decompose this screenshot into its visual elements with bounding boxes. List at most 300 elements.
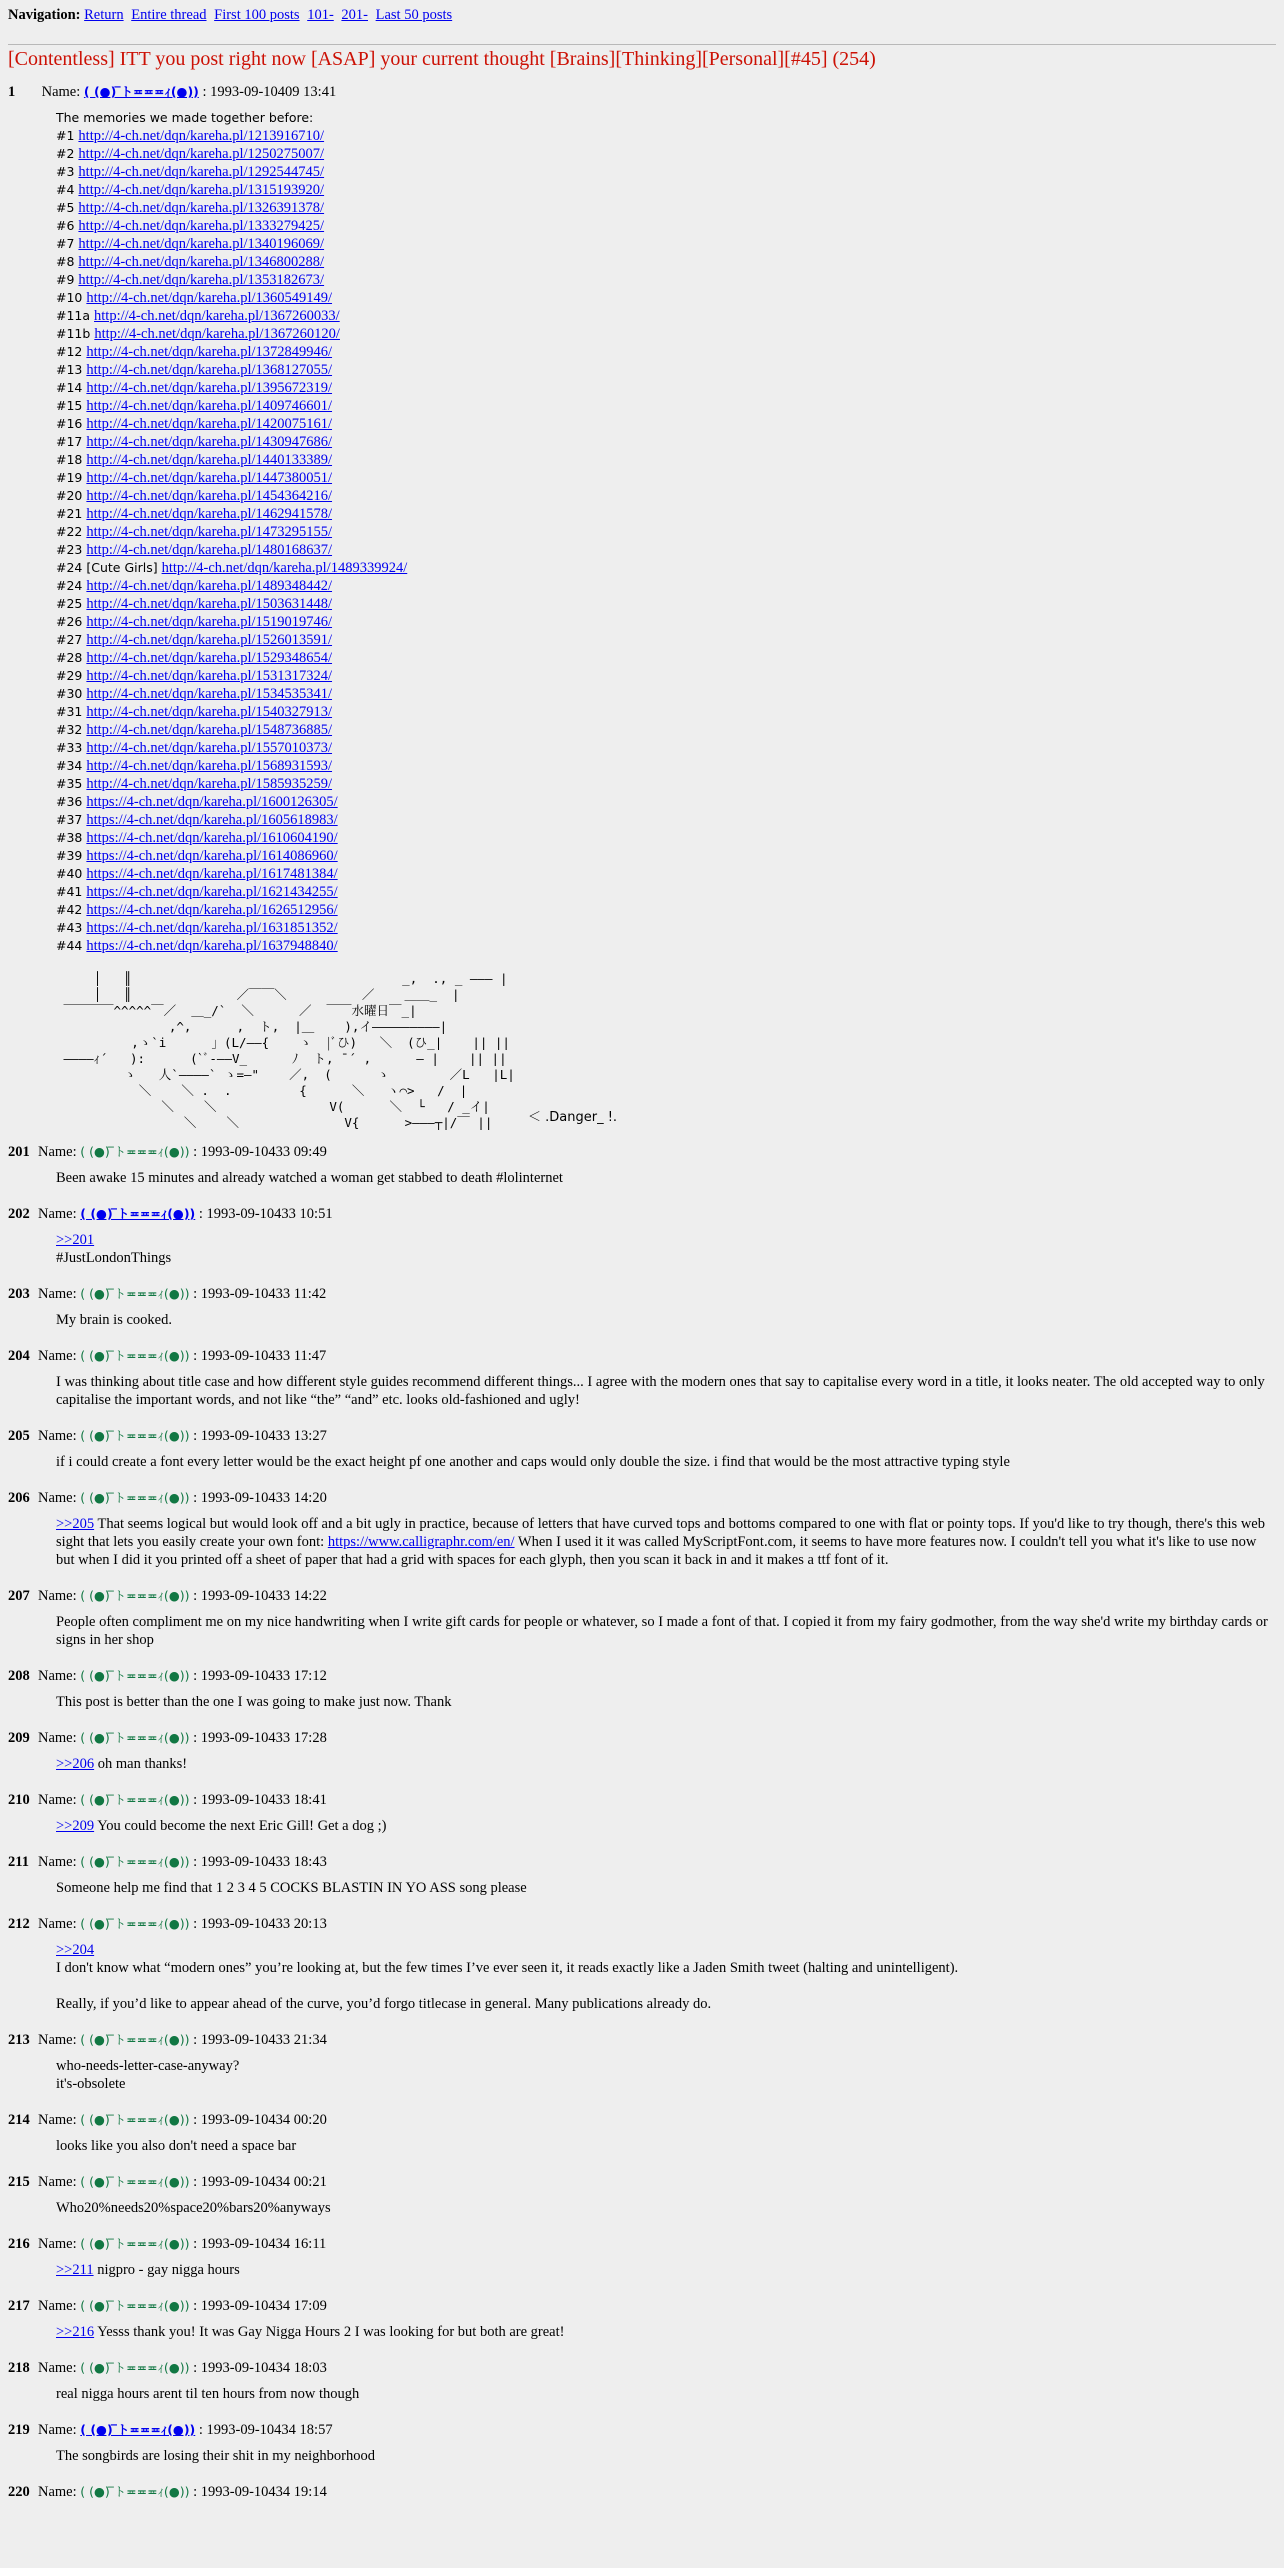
post-header bbox=[8, 2031, 1276, 2049]
memory-label: #30 bbox=[56, 686, 83, 701]
memory-item bbox=[56, 271, 1276, 289]
memory-label: #4 bbox=[56, 182, 75, 197]
post-text: People often compliment me on my nice handwriting when I write gift cards for people or whatever, so I made a font of that. I copied it from my fairy godmother, from the way she'd write my birthday cards or signs in her shop bbox=[56, 1614, 1268, 1648]
nav-link[interactable]: 201- bbox=[341, 7, 368, 23]
memory-label: #2 bbox=[56, 146, 75, 161]
post-text: The songbirds are losing their shit in my neighborhood bbox=[56, 2448, 375, 2464]
poster-name: ( (●) ̅ト≖≖≖ｨ(●)) bbox=[80, 2032, 190, 2047]
post-number[interactable]: 220 bbox=[8, 2484, 30, 2500]
reply-post bbox=[8, 1347, 1276, 1409]
ascii-art-block bbox=[8, 971, 1276, 1131]
poster-name: ( (●) ̅ト≖≖≖ｨ(●)) bbox=[80, 1490, 190, 1505]
memory-link[interactable]: http://4-ch.net/dqn/kareha.pl/1440133389/ bbox=[86, 452, 333, 468]
memory-label: #20 bbox=[56, 488, 83, 503]
post-body bbox=[56, 1941, 1276, 2013]
poster-name: ( (●) ̅ト≖≖≖ｨ(●)) bbox=[80, 1286, 190, 1301]
reply-post bbox=[8, 1587, 1276, 1649]
post-body bbox=[56, 2447, 1276, 2465]
post-number[interactable]: 203 bbox=[8, 1286, 30, 1302]
post-header bbox=[8, 1489, 1276, 1507]
memory-link[interactable]: http://4-ch.net/dqn/kareha.pl/1548736885/ bbox=[86, 722, 333, 738]
memory-label: #25 bbox=[56, 596, 83, 611]
post-date: : 1993-09-10433 20:13 bbox=[193, 1916, 327, 1932]
memory-link[interactable]: https://4-ch.net/dqn/kareha.pl/1621434255/ bbox=[86, 884, 338, 900]
ascii-art: │ ║ _, ., _ ――― | │ ║ ／￣￣＼ ／ ＿＿_ | ￣￣￣￣^^^^^￣／ ＿_/` ＼ ／ ￣￣水曜日￣_| ,^, , ト, |＿ ),イ―――――――――| ,ゝ`i 」(L/――{ ゝ |ﾞひ) ＼ (ひ_| || || ――――ｨ´ ): (`ﾞ-――V_ ﾉ ト, ¯´ , ― | || || ゝ 人`――――` ゝ=―" ／, ( ゝ ／L |L| ＼ ＼ . . { ＼ ヽ⌒> / | ＼ ＼ V( ＼ └ / _イ| ＼ ＼ V{ >―――┬|/￣ || bbox=[63, 971, 515, 1130]
name-label: Name: bbox=[41, 84, 81, 100]
post-header bbox=[8, 2483, 1276, 2501]
post-date: : 1993-09-10433 09:49 bbox=[193, 1144, 327, 1160]
memory-label: #39 bbox=[56, 848, 83, 863]
memory-item bbox=[56, 793, 1276, 811]
memory-link[interactable]: http://4-ch.net/dqn/kareha.pl/1372849946/ bbox=[86, 344, 333, 360]
memory-item bbox=[56, 901, 1276, 919]
memory-link[interactable]: https://4-ch.net/dqn/kareha.pl/1637948840/ bbox=[86, 938, 338, 954]
memory-link[interactable]: https://4-ch.net/dqn/kareha.pl/1605618983/ bbox=[86, 812, 338, 828]
memory-link[interactable]: https://4-ch.net/dqn/kareha.pl/1617481384/ bbox=[86, 866, 338, 882]
memory-link[interactable]: http://4-ch.net/dqn/kareha.pl/1526013591/ bbox=[86, 632, 333, 648]
memory-label: #34 bbox=[56, 758, 83, 773]
reply-post bbox=[8, 1915, 1276, 2013]
reply-post bbox=[8, 1729, 1276, 1773]
memory-item bbox=[56, 775, 1276, 793]
post-header bbox=[8, 2235, 1276, 2253]
memory-link[interactable]: http://4-ch.net/dqn/kareha.pl/1333279425/ bbox=[78, 218, 325, 234]
memory-label: #8 bbox=[56, 254, 75, 269]
memory-link[interactable]: http://4-ch.net/dqn/kareha.pl/1480168637/ bbox=[86, 542, 333, 558]
post-header bbox=[8, 1791, 1276, 1809]
reply-post bbox=[8, 1667, 1276, 1711]
memory-link[interactable]: http://4-ch.net/dqn/kareha.pl/1489339924/ bbox=[161, 560, 408, 576]
quote-link[interactable]: >>216 bbox=[56, 2324, 95, 2340]
memory-item bbox=[56, 721, 1276, 739]
reply-post bbox=[8, 2297, 1276, 2341]
post-date: : 1993-09-10433 11:42 bbox=[193, 1286, 327, 1302]
post-number[interactable]: 215 bbox=[8, 2174, 30, 2190]
memory-label: #40 bbox=[56, 866, 83, 881]
memory-label: #21 bbox=[56, 506, 83, 521]
reply-post bbox=[8, 1143, 1276, 1187]
poster-name: ( (●) ̅ト≖≖≖ｨ(●)) bbox=[80, 2112, 190, 2127]
memory-item bbox=[56, 379, 1276, 397]
post-body bbox=[56, 1169, 1276, 1187]
paragraph-gap bbox=[56, 1977, 1276, 1995]
memories-list bbox=[56, 127, 1276, 955]
post-number[interactable]: 207 bbox=[8, 1588, 30, 1604]
name-label: Name: bbox=[38, 1428, 77, 1444]
memory-label: #28 bbox=[56, 650, 83, 665]
memory-link[interactable]: http://4-ch.net/dqn/kareha.pl/1367260033/ bbox=[94, 308, 340, 324]
memory-link[interactable]: http://4-ch.net/dqn/kareha.pl/1454364216/ bbox=[86, 488, 333, 504]
post-body bbox=[56, 1515, 1276, 1569]
reply-post bbox=[8, 1853, 1276, 1897]
post-number[interactable]: 206 bbox=[8, 1490, 30, 1506]
memory-label: #18 bbox=[56, 452, 83, 467]
name-label: Name: bbox=[38, 1854, 77, 1870]
post-text: looks like you also don't need a space bar bbox=[56, 2138, 297, 2154]
poster-name: ( (●) ̅ト≖≖≖ｨ(●)) bbox=[80, 2174, 190, 2189]
name-label: Name: bbox=[38, 1792, 77, 1808]
post-text: Been awake 15 minutes and already watched a woman get stabbed to death #lolinternet bbox=[56, 1170, 563, 1186]
quote-link[interactable]: >>206 bbox=[56, 1756, 95, 1772]
post-number[interactable]: 1 bbox=[8, 84, 16, 100]
name-label: Name: bbox=[38, 1916, 77, 1932]
post-text: Someone help me find that 1 2 3 4 5 COCKS BLASTIN IN YO ASS song please bbox=[56, 1880, 527, 1896]
memory-item bbox=[56, 217, 1276, 235]
memory-item bbox=[56, 415, 1276, 433]
quote-link[interactable]: >>211 bbox=[56, 2262, 94, 2278]
memory-item bbox=[56, 631, 1276, 649]
post-text: Yesss thank you! It was Gay Nigga Hours 2 I was looking for but both are great! bbox=[94, 2324, 565, 2340]
post-text: My brain is cooked. bbox=[56, 1312, 172, 1328]
post-date: : 1993-09-10433 14:20 bbox=[193, 1490, 327, 1506]
memory-label: #29 bbox=[56, 668, 83, 683]
memory-link[interactable]: http://4-ch.net/dqn/kareha.pl/1447380051/ bbox=[86, 470, 333, 486]
memory-item bbox=[56, 307, 1276, 325]
memory-item bbox=[56, 235, 1276, 253]
post-header bbox=[8, 1853, 1276, 1871]
post-number[interactable]: 202 bbox=[8, 1206, 30, 1222]
nav-link[interactable]: 101- bbox=[307, 7, 334, 23]
post-date: : 1993-09-10433 21:34 bbox=[193, 2032, 327, 2048]
post-text: real nigga hours arent til ten hours from now though bbox=[56, 2386, 360, 2402]
post-number[interactable]: 219 bbox=[8, 2422, 30, 2438]
poster-name: ( (●) ̅ト≖≖≖ｨ(●)) bbox=[80, 1916, 190, 1931]
memory-label: #24 bbox=[56, 578, 83, 593]
quote-link[interactable]: >>201 bbox=[56, 1232, 95, 1248]
memory-item bbox=[56, 145, 1276, 163]
post-body bbox=[56, 2057, 1276, 2093]
reply-post bbox=[8, 1285, 1276, 1329]
poster-name: ( (●) ̅ト≖≖≖ｨ(●)) bbox=[80, 2484, 190, 2499]
reply-post bbox=[8, 2235, 1276, 2279]
name-label: Name: bbox=[38, 2032, 77, 2048]
post-header bbox=[8, 1667, 1276, 1685]
memory-label: #5 bbox=[56, 200, 75, 215]
post-text: I was thinking about title case and how different style guides recommend different things... I agree with the modern ones that say to capitalise every word in a title, it looks neater. The old accepted way to only capitalise the important words, and not like “the” “and” etc. looks old-fashioned and ugly! bbox=[56, 1374, 1265, 1408]
post-header bbox=[8, 2111, 1276, 2129]
divider bbox=[8, 44, 1276, 45]
post-header bbox=[8, 2173, 1276, 2191]
post-date: : 1993-09-10434 17:09 bbox=[193, 2298, 327, 2314]
post-number[interactable]: 210 bbox=[8, 1792, 30, 1808]
post-body bbox=[56, 2261, 1276, 2279]
post-header bbox=[8, 1427, 1276, 1445]
post-header bbox=[8, 1347, 1276, 1365]
memory-item bbox=[56, 667, 1276, 685]
name-label: Name: bbox=[38, 2422, 77, 2438]
reply-post bbox=[8, 2173, 1276, 2217]
memory-item bbox=[56, 343, 1276, 361]
nav-link[interactable]: Return bbox=[84, 7, 124, 23]
name-label: Name: bbox=[38, 2298, 77, 2314]
poster-name: ( (●) ̅ト≖≖≖ｨ(●)) bbox=[80, 1348, 190, 1363]
memory-link[interactable]: http://4-ch.net/dqn/kareha.pl/1340196069/ bbox=[78, 236, 325, 252]
post-date: : 1993-09-10409 13:41 bbox=[202, 84, 337, 100]
memory-link[interactable]: http://4-ch.net/dqn/kareha.pl/1557010373/ bbox=[86, 740, 333, 756]
poster-name: ( (●) ̅ト≖≖≖ｨ(●)) bbox=[80, 1588, 190, 1603]
reply-post bbox=[8, 2483, 1276, 2501]
memory-label: #24 [Cute Girls] bbox=[56, 560, 158, 575]
post-number[interactable]: 218 bbox=[8, 2360, 30, 2376]
post-number[interactable]: 208 bbox=[8, 1668, 30, 1684]
memory-link[interactable]: http://4-ch.net/dqn/kareha.pl/1420075161/ bbox=[86, 416, 333, 432]
memory-item bbox=[56, 541, 1276, 559]
nav-link[interactable]: Last 50 posts bbox=[375, 7, 453, 23]
reply-post bbox=[8, 1427, 1276, 1471]
memory-item bbox=[56, 739, 1276, 757]
quote-link[interactable]: >>205 bbox=[56, 1516, 95, 1532]
post-date: : 1993-09-10434 00:20 bbox=[193, 2112, 327, 2128]
memory-label: #32 bbox=[56, 722, 83, 737]
post-text: This post is better than the one I was going to make just now. Thank bbox=[56, 1694, 452, 1710]
memory-label: #36 bbox=[56, 794, 83, 809]
poster-name: ( (●) ̅ト≖≖≖ｨ(●)) bbox=[80, 1668, 190, 1683]
memory-label: #26 bbox=[56, 614, 83, 629]
memory-link[interactable]: http://4-ch.net/dqn/kareha.pl/1568931593/ bbox=[86, 758, 333, 774]
post-text: nigpro - gay nigga hours bbox=[93, 2262, 240, 2278]
memory-item bbox=[56, 811, 1276, 829]
memory-item bbox=[56, 127, 1276, 145]
memory-item bbox=[56, 433, 1276, 451]
reply-post bbox=[8, 1791, 1276, 1835]
post-text: #JustLondonThings bbox=[56, 1250, 172, 1266]
navigation-bar bbox=[8, 6, 1276, 24]
memory-label: #35 bbox=[56, 776, 83, 791]
poster-name: ( (●) ̅ト≖≖≖ｨ(●)) bbox=[80, 2360, 190, 2375]
post-text: That seems logical but would look off and a bit ugly in practice, because of letters that have curved tops and bottoms compared to one with flat or pointy tops. If you'd like to try though, there's this web sight that lets you easily create your own font: bbox=[56, 1516, 1265, 1550]
post-text: I don't know what “modern ones” you’re looking at, but the few times I’ve ever seen it, it reads exactly like a Jaden Smith tweet (halting and unintelligent). bbox=[56, 1960, 959, 1976]
memory-link[interactable]: http://4-ch.net/dqn/kareha.pl/1367260120/ bbox=[94, 326, 340, 342]
memory-label: #17 bbox=[56, 434, 83, 449]
memory-label: #31 bbox=[56, 704, 83, 719]
name-label: Name: bbox=[38, 1348, 77, 1364]
memory-label: #11b bbox=[56, 326, 91, 341]
post-number[interactable]: 212 bbox=[8, 1916, 30, 1932]
poster-name: ( (●) ̅ト≖≖≖ｨ(●)) bbox=[80, 1792, 190, 1807]
poster-name[interactable]: ( (●) ̅ト≖≖≖ｨ(●)) bbox=[80, 1206, 196, 1221]
external-link[interactable]: https://www.calligraphr.com/en/ bbox=[327, 1534, 515, 1550]
memory-item bbox=[56, 703, 1276, 721]
memory-link[interactable]: http://4-ch.net/dqn/kareha.pl/1292544745/ bbox=[78, 164, 325, 180]
memory-label: #7 bbox=[56, 236, 75, 251]
memory-item bbox=[56, 829, 1276, 847]
post-header bbox=[8, 1205, 1276, 1223]
memory-link[interactable]: http://4-ch.net/dqn/kareha.pl/1360549149/ bbox=[86, 290, 333, 306]
post-header bbox=[8, 1587, 1276, 1605]
memory-item bbox=[56, 451, 1276, 469]
post-date: : 1993-09-10433 18:43 bbox=[193, 1854, 327, 1870]
memory-link[interactable]: http://4-ch.net/dqn/kareha.pl/1529348654/ bbox=[86, 650, 333, 666]
name-label: Name: bbox=[38, 1588, 77, 1604]
memory-link[interactable]: http://4-ch.net/dqn/kareha.pl/1462941578/ bbox=[86, 506, 333, 522]
memory-link[interactable]: http://4-ch.net/dqn/kareha.pl/1213916710/ bbox=[78, 128, 325, 144]
post-number[interactable]: 209 bbox=[8, 1730, 30, 1746]
post-text: You could become the next Eric Gill! Get a dog ;) bbox=[94, 1818, 387, 1834]
op-body bbox=[56, 109, 1276, 955]
post-date: : 1993-09-10434 18:57 bbox=[198, 2422, 333, 2438]
poster-name[interactable]: ( (●) ̅ト≖≖≖ｨ(●)) bbox=[80, 2422, 196, 2437]
post-header bbox=[8, 1915, 1276, 1933]
memory-label: #14 bbox=[56, 380, 83, 395]
post-header bbox=[8, 83, 1276, 101]
memory-label: #19 bbox=[56, 470, 83, 485]
post-date: : 1993-09-10433 13:27 bbox=[193, 1428, 327, 1444]
reply-post bbox=[8, 2421, 1276, 2465]
memory-label: #22 bbox=[56, 524, 83, 539]
memory-link[interactable]: https://4-ch.net/dqn/kareha.pl/1614086960/ bbox=[86, 848, 338, 864]
post-number[interactable]: 213 bbox=[8, 2032, 30, 2048]
memory-label: #43 bbox=[56, 920, 83, 935]
memory-item bbox=[56, 487, 1276, 505]
memory-item bbox=[56, 163, 1276, 181]
memory-label: #27 bbox=[56, 632, 83, 647]
quote-link[interactable]: >>209 bbox=[56, 1818, 95, 1834]
post-number[interactable]: 214 bbox=[8, 2112, 30, 2128]
name-label: Name: bbox=[38, 2484, 77, 2500]
memory-link[interactable]: http://4-ch.net/dqn/kareha.pl/1353182673/ bbox=[78, 272, 325, 288]
memory-label: #44 bbox=[56, 938, 83, 953]
memory-label: #1 bbox=[56, 128, 75, 143]
reply-post bbox=[8, 1205, 1276, 1267]
post-number[interactable]: 211 bbox=[8, 1854, 29, 1870]
post-header bbox=[8, 2421, 1276, 2439]
memory-label: #3 bbox=[56, 164, 75, 179]
reply-post bbox=[8, 2111, 1276, 2155]
post-date: : 1993-09-10433 17:12 bbox=[193, 1668, 327, 1684]
poster-name: ( (●) ̅ト≖≖≖ｨ(●)) bbox=[80, 1730, 190, 1745]
memory-item bbox=[56, 559, 1276, 577]
post-date: : 1993-09-10434 16:11 bbox=[193, 2236, 327, 2252]
memory-link[interactable]: http://4-ch.net/dqn/kareha.pl/1409746601/ bbox=[86, 398, 333, 414]
post-header bbox=[8, 1285, 1276, 1303]
memory-link[interactable]: http://4-ch.net/dqn/kareha.pl/1395672319/ bbox=[86, 380, 333, 396]
nav-link[interactable]: Entire thread bbox=[131, 7, 207, 23]
memory-label: #10 bbox=[56, 290, 83, 305]
memories-intro: The memories we made together before: bbox=[56, 110, 314, 125]
name-label: Name: bbox=[38, 2174, 77, 2190]
name-label: Name: bbox=[38, 1668, 77, 1684]
reply-post bbox=[8, 1489, 1276, 1569]
memory-label: #13 bbox=[56, 362, 83, 377]
memory-link[interactable]: http://4-ch.net/dqn/kareha.pl/1519019746/ bbox=[86, 614, 333, 630]
post-body bbox=[56, 2385, 1276, 2403]
memory-link[interactable]: http://4-ch.net/dqn/kareha.pl/1534535341/ bbox=[86, 686, 333, 702]
post-date: : 1993-09-10434 18:03 bbox=[193, 2360, 327, 2376]
memory-label: #33 bbox=[56, 740, 83, 755]
thread-title: [Contentless] ITT you post right now [ASAP] your current thought [Brains][Thinking][Personal][#45] (254) bbox=[8, 48, 876, 70]
post-date: : 1993-09-10433 17:28 bbox=[193, 1730, 327, 1746]
name-label: Name: bbox=[38, 1144, 77, 1160]
name-label: Name: bbox=[38, 2360, 77, 2376]
memory-label: #23 bbox=[56, 542, 83, 557]
memory-label: #9 bbox=[56, 272, 75, 287]
memory-link[interactable]: http://4-ch.net/dqn/kareha.pl/1368127055/ bbox=[86, 362, 333, 378]
memory-item bbox=[56, 469, 1276, 487]
poster-name: ( (●) ̅ト≖≖≖ｨ(●)) bbox=[80, 2236, 190, 2251]
memory-item bbox=[56, 883, 1276, 901]
name-label: Name: bbox=[38, 2236, 77, 2252]
post-body bbox=[56, 1453, 1276, 1471]
post-body bbox=[56, 1755, 1276, 1773]
post-text: Really, if you’d like to appear ahead of the curve, you’d forgo titlecase in general. Many publications already do. bbox=[56, 1996, 712, 2012]
memory-link[interactable]: http://4-ch.net/dqn/kareha.pl/1315193920/ bbox=[78, 182, 325, 198]
memory-label: #15 bbox=[56, 398, 83, 413]
post-date: : 1993-09-10433 14:22 bbox=[193, 1588, 327, 1604]
name-label: Name: bbox=[38, 2112, 77, 2128]
name-label: Name: bbox=[38, 1730, 77, 1746]
memory-link[interactable]: http://4-ch.net/dqn/kareha.pl/1531317324/ bbox=[86, 668, 333, 684]
memory-item bbox=[56, 361, 1276, 379]
post-date: : 1993-09-10433 10:51 bbox=[198, 1206, 333, 1222]
poster-name: ( (●) ̅ト≖≖≖ｨ(●)) bbox=[80, 1144, 190, 1159]
memory-link[interactable]: http://4-ch.net/dqn/kareha.pl/1585935259/ bbox=[86, 776, 333, 792]
post-text: When I used it it was called MyScriptFont.com, it seems to have more features now. I couldn't tell you what it's like to use now but when I did it you printed off a sheet of paper that had a grid with spaces for each glyph, then you scan it back in and it makes a ttf font of it. bbox=[56, 1534, 1257, 1568]
post-number[interactable]: 201 bbox=[8, 1144, 30, 1160]
memory-link[interactable]: http://4-ch.net/dqn/kareha.pl/1473295155/ bbox=[86, 524, 333, 540]
post-date: : 1993-09-10434 00:21 bbox=[193, 2174, 327, 2190]
poster-name[interactable]: ( (●) ̅ト≖≖≖ｨ(●)) bbox=[83, 84, 199, 99]
post-text: it's-obsolete bbox=[56, 2076, 126, 2092]
navigation-label: Navigation: bbox=[8, 7, 81, 23]
memory-label: #12 bbox=[56, 344, 83, 359]
memory-link[interactable]: https://4-ch.net/dqn/kareha.pl/1600126305/ bbox=[86, 794, 338, 810]
post-body bbox=[56, 1231, 1276, 1267]
memory-link[interactable]: http://4-ch.net/dqn/kareha.pl/1540327913/ bbox=[86, 704, 333, 720]
post-body bbox=[56, 1373, 1276, 1409]
post-number[interactable]: 217 bbox=[8, 2298, 30, 2314]
post-number[interactable]: 205 bbox=[8, 1428, 30, 1444]
memory-link[interactable]: http://4-ch.net/dqn/kareha.pl/1489348442/ bbox=[86, 578, 333, 594]
memory-link[interactable]: http://4-ch.net/dqn/kareha.pl/1430947686/ bbox=[86, 434, 333, 450]
memory-label: #42 bbox=[56, 902, 83, 917]
memory-item bbox=[56, 523, 1276, 541]
post-header bbox=[8, 1143, 1276, 1161]
post-number[interactable]: 216 bbox=[8, 2236, 30, 2252]
memory-link[interactable]: http://4-ch.net/dqn/kareha.pl/1250275007/ bbox=[78, 146, 325, 162]
poster-name: ( (●) ̅ト≖≖≖ｨ(●)) bbox=[80, 1428, 190, 1443]
memory-link[interactable]: http://4-ch.net/dqn/kareha.pl/1326391378/ bbox=[78, 200, 325, 216]
memory-item bbox=[56, 919, 1276, 937]
post-header bbox=[8, 1729, 1276, 1747]
memory-item bbox=[56, 937, 1276, 955]
name-label: Name: bbox=[38, 1286, 77, 1302]
memory-label: #37 bbox=[56, 812, 83, 827]
memory-link[interactable]: https://4-ch.net/dqn/kareha.pl/1626512956/ bbox=[86, 902, 338, 918]
memory-link[interactable]: http://4-ch.net/dqn/kareha.pl/1346800288/ bbox=[78, 254, 325, 270]
quote-link[interactable]: >>204 bbox=[56, 1942, 95, 1958]
memory-link[interactable]: https://4-ch.net/dqn/kareha.pl/1631851352/ bbox=[86, 920, 338, 936]
post-number[interactable]: 204 bbox=[8, 1348, 30, 1364]
memory-item bbox=[56, 847, 1276, 865]
post-text: Who20%needs20%space20%bars20%anyways bbox=[56, 2200, 331, 2216]
post-list bbox=[8, 1143, 1276, 2501]
name-label: Name: bbox=[38, 1490, 77, 1506]
memory-item bbox=[56, 577, 1276, 595]
post-text: if i could create a font every letter would be the exact height pf one another and caps would only double the size. i find that would be the most attractive typing style bbox=[56, 1454, 1010, 1470]
nav-link[interactable]: First 100 posts bbox=[214, 7, 300, 23]
reply-post bbox=[8, 2031, 1276, 2093]
memory-item bbox=[56, 595, 1276, 613]
memory-label: #11a bbox=[56, 308, 91, 323]
memory-item bbox=[56, 649, 1276, 667]
post-body bbox=[56, 1817, 1276, 1835]
memory-label: #41 bbox=[56, 884, 83, 899]
memory-link[interactable]: https://4-ch.net/dqn/kareha.pl/1610604190/ bbox=[86, 830, 338, 846]
memory-link[interactable]: http://4-ch.net/dqn/kareha.pl/1503631448/ bbox=[86, 596, 333, 612]
post-header bbox=[8, 2297, 1276, 2315]
memory-item bbox=[56, 253, 1276, 271]
memory-item bbox=[56, 397, 1276, 415]
